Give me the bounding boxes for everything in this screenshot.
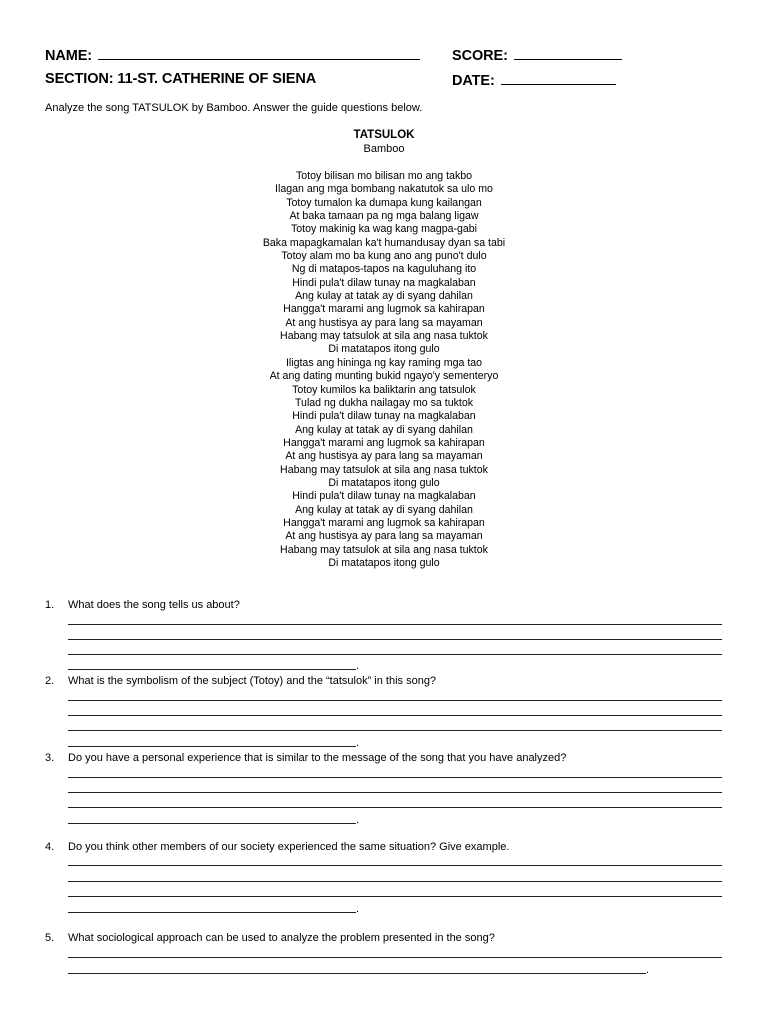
answer-line[interactable] bbox=[68, 896, 722, 898]
answer-line[interactable] bbox=[68, 807, 722, 809]
lyric-line: Habang may tatsulok at sila ang nasa tuktok bbox=[280, 463, 488, 476]
score-row bbox=[452, 46, 622, 64]
question-text: What does the song tells us about? bbox=[68, 599, 240, 611]
question-number: 5. bbox=[45, 932, 55, 944]
score-field[interactable] bbox=[514, 46, 622, 60]
lyric-line: Ang kulay at tatak ay di syang dahilan bbox=[295, 503, 473, 516]
lyric-line: Hindi pula't dilaw tunay na magkalaban bbox=[292, 490, 476, 503]
lyric-line: Totoy kumilos ka baliktarin ang tatsulok bbox=[292, 383, 476, 396]
lyric-line: At ang hustisya ay para lang sa mayaman bbox=[285, 316, 483, 329]
date-row bbox=[452, 71, 616, 89]
answer-line[interactable] bbox=[68, 624, 722, 626]
answer-line[interactable] bbox=[68, 957, 722, 959]
lyric-line: Totoy alam mo ba kung ano ang puno't dulo bbox=[281, 250, 487, 263]
lyric-line: Totoy bilisan mo bilisan mo ang takbo bbox=[295, 170, 473, 182]
question-5 bbox=[45, 932, 495, 944]
end-mark: . bbox=[356, 903, 360, 915]
date-field[interactable] bbox=[501, 71, 616, 85]
lyric-line: At baka tamaan pa ng mga balang ligaw bbox=[289, 210, 479, 223]
section-row bbox=[45, 71, 316, 87]
song-block bbox=[0, 128, 768, 570]
lyrics bbox=[0, 170, 768, 570]
name-row bbox=[45, 46, 420, 64]
answer-line[interactable] bbox=[68, 777, 722, 779]
instructions: Analyze the song TATSULOK by Bamboo. Answer the guide questions below. bbox=[45, 102, 423, 114]
end-mark: . bbox=[356, 660, 360, 672]
lyric-line: Totoy makinig ka wag kang magpa-gabi bbox=[290, 223, 478, 236]
lyric-line: Ilagan ang mga bombang nakatutok sa ulo mo bbox=[275, 183, 493, 196]
question-3 bbox=[45, 752, 566, 764]
end-mark: . bbox=[356, 814, 360, 826]
answer-line[interactable] bbox=[68, 973, 646, 975]
question-text: Do you think other members of our society experienced the same situation? Give example. bbox=[68, 841, 510, 853]
song-title: TATSULOK bbox=[353, 129, 415, 141]
lyric-line: At ang hustisya ay para lang sa mayaman bbox=[285, 450, 483, 463]
answer-line[interactable] bbox=[68, 730, 722, 732]
question-1 bbox=[45, 599, 240, 611]
lyric-line: Baka mapagkamalan ka't humandusay dyan sa tabi bbox=[262, 236, 506, 249]
lyric-line: Di matatapos itong gulo bbox=[328, 476, 440, 489]
lyric-line: Ang kulay at tatak ay di syang dahilan bbox=[295, 423, 473, 436]
date-label: DATE: bbox=[452, 73, 495, 89]
lyric-line: Di matatapos itong gulo bbox=[328, 343, 440, 356]
lyric-line: Tulad ng dukha nailagay mo sa tuktok bbox=[294, 396, 474, 409]
question-number: 4. bbox=[45, 841, 55, 853]
answer-line[interactable] bbox=[68, 669, 356, 671]
score-label: SCORE: bbox=[452, 48, 508, 64]
question-number: 2. bbox=[45, 675, 55, 687]
question-4 bbox=[45, 841, 509, 853]
answer-line[interactable] bbox=[68, 823, 356, 825]
lyric-line: Hangga't marami ang lugmok sa kahirapan bbox=[283, 303, 485, 316]
answer-line[interactable] bbox=[68, 700, 722, 702]
song-artist: Bamboo bbox=[363, 143, 405, 155]
answer-line[interactable] bbox=[68, 654, 722, 656]
question-number: 3. bbox=[45, 752, 55, 764]
name-field[interactable] bbox=[98, 46, 420, 60]
answer-line[interactable] bbox=[68, 746, 356, 748]
lyric-line: At ang hustisya ay para lang sa mayaman bbox=[285, 530, 483, 543]
lyric-line: At ang dating munting bukid ngayo'y sementeryo bbox=[269, 370, 499, 383]
lyric-line: Di matatapos itong gulo bbox=[328, 556, 440, 569]
question-2 bbox=[45, 675, 436, 687]
question-text: What is the symbolism of the subject (Totoy) and the “tatsulok” in this song? bbox=[68, 675, 437, 687]
lyric-line: Iligtas ang hininga ng kay raming mga tao bbox=[285, 356, 483, 369]
answer-line[interactable] bbox=[68, 881, 722, 883]
lyric-line: Ang kulay at tatak ay di syang dahilan bbox=[295, 290, 473, 303]
end-mark: . bbox=[646, 964, 650, 976]
lyric-line: Hindi pula't dilaw tunay na magkalaban bbox=[292, 410, 476, 423]
answer-line[interactable] bbox=[68, 639, 722, 641]
lyric-line: Hindi pula't dilaw tunay na magkalaban bbox=[292, 276, 476, 289]
lyric-line: Habang may tatsulok at sila ang nasa tuktok bbox=[280, 543, 488, 556]
question-number: 1. bbox=[45, 599, 55, 611]
end-mark: . bbox=[356, 737, 360, 749]
question-text: Do you have a personal experience that is similar to the message of the song that you have analyzed? bbox=[68, 752, 567, 764]
answer-line[interactable] bbox=[68, 792, 722, 794]
question-text: What sociological approach can be used to analyze the problem presented in the song? bbox=[68, 932, 495, 944]
lyric-line: Hangga't marami ang lugmok sa kahirapan bbox=[283, 516, 485, 529]
answer-line[interactable] bbox=[68, 912, 356, 914]
answer-line[interactable] bbox=[68, 865, 722, 867]
lyric-line: Ng di matapos-tapos na kaguluhang ito bbox=[291, 263, 477, 276]
name-label: NAME: bbox=[45, 48, 93, 64]
lyric-line: Totoy tumalon ka dumapa kung kailangan bbox=[286, 196, 482, 209]
lyric-line: Habang may tatsulok at sila ang nasa tuktok bbox=[280, 330, 488, 343]
answer-line[interactable] bbox=[68, 715, 722, 717]
lyric-line: Hangga't marami ang lugmok sa kahirapan bbox=[283, 436, 485, 449]
section-label: SECTION: 11-ST. CATHERINE OF SIENA bbox=[45, 71, 317, 87]
